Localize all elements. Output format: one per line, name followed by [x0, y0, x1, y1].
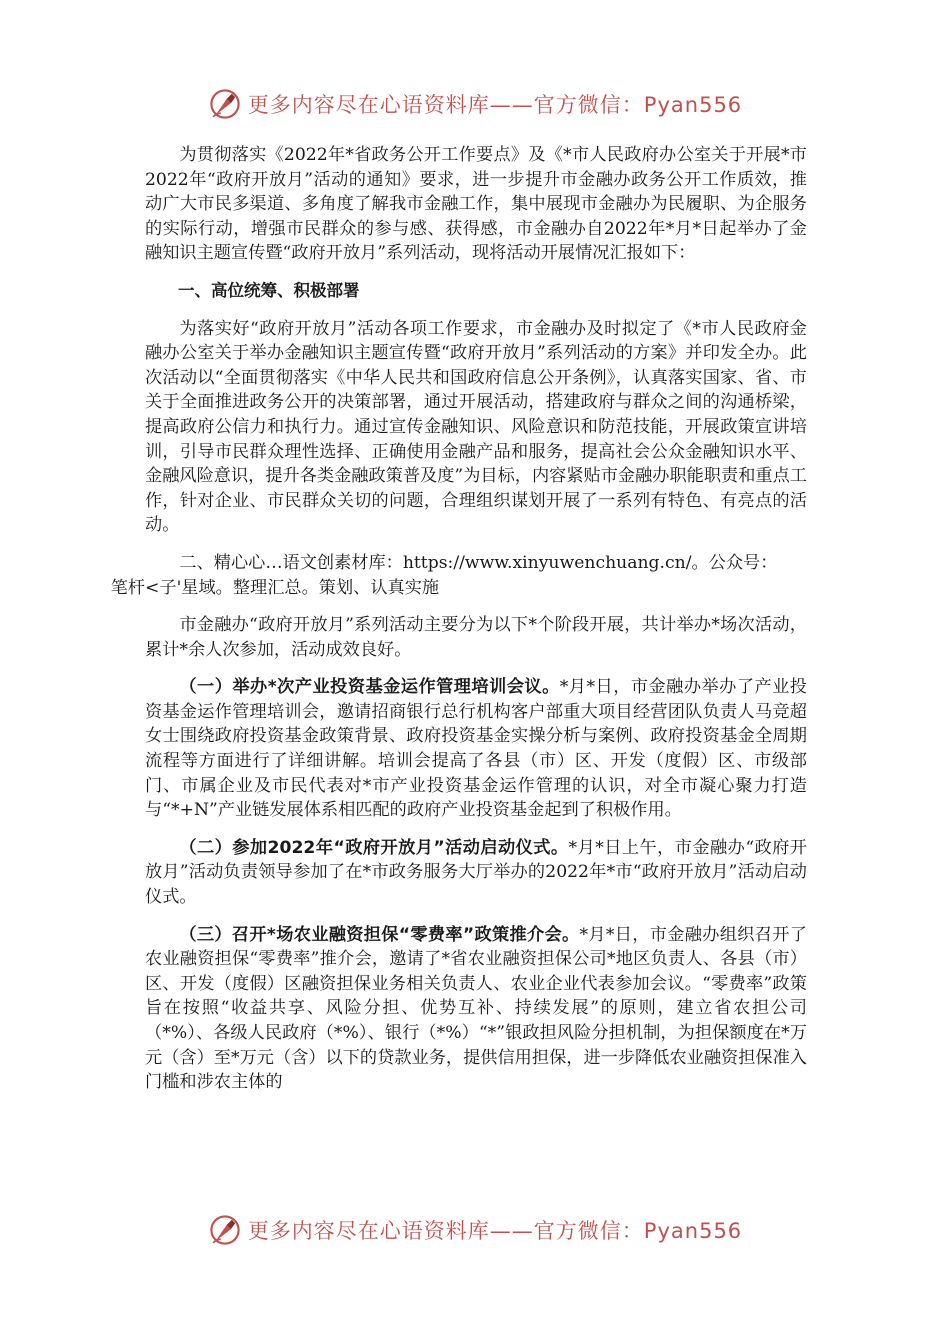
intro-paragraph: 为贯彻落实《2022年*省政务公开工作要点》及《*市人民政府办公室关于开展*市2022年“政府开放月”活动的通知》要求，进一步提升市金融办政务公开工作质效，推动广大市民多渠道、多角度了解我市金融工作，集中展现市金融办为民履职、为企服务的实际行动，增强市民群众的参与感、获得感，市金融办自2022年*月*日起举办了金融知识主题宣传暨“政府开放月”系列活动，现将活动开展情况汇报如下： [145, 145, 807, 264]
footer-watermark-banner [0, 1208, 950, 1252]
section-1-paragraph: 为落实好“政府开放月”活动各项工作要求，市金融办及时拟定了《*市人民政府金融办公室关于举办金融知识主题宣传暨“政府开放月”系列活动的方案》并印发全办。此次活动以“全面贯彻落实《中华人民共和国政府信息公开条例》，认真落实国家、省、市关于全面推进政务公开的决策部署，通过开展活动，搭建政府与群众之间的沟通桥梁，提高政府公信力和执行力。通过宣传金融知识、风险意识和防范技能，开展政策宣讲培训，引导市民群众理性选择、正确使用金融产品和服务，提高社会公众金融知识水平、金融风险意识，提升各类金融政策普及度”为目标，内容紧贴市金融办职能职责和重点工作，针对企业、市民群众关切的问题，合理组织谋划开展了一系列有特色、有亮点的活动。 [145, 318, 807, 536]
subsection-1-title: （一）举办*次产业投资基金运作管理培训会议。 [179, 677, 560, 698]
pen-nib-circle-icon [208, 87, 242, 121]
document-body [110, 143, 807, 1095]
subsection-3-body: *月*日，市金融办组织召开了农业融资担保“零费率”推介会，邀请了*省农业融资担保公司*地区负责人、各县（市）区、开发（度假）区融资担保业务相关负责人、农业企业代表参加会议。“零费率”政策旨在按照“收益共享、风险分担、优势互补、持续发展”的原则，建立省农担公司（*%）、各级人民政府（*%）、银行（*%）“*”银政担风险分担机制，为担保额度在*万元（含）至*万元（含）以下的贷款业务，提供信用担保，进一步降低农业融资担保准入门槛和涉农主体的 [145, 924, 807, 1093]
section-heading-1: 一、高位统筹、积极部署 [178, 280, 360, 300]
header-watermark-banner [0, 82, 950, 126]
banner-text: 更多内容尽在心语资料库——官方微信：Pyan556 [247, 1219, 743, 1243]
subsection-2-body: *月*日上午，市金融办“政府开放月”活动负责领导参加了在*市政务服务大厅举办的2022年*市“政府开放月”活动启动仪式。 [145, 837, 807, 908]
section-2-intro-paragraph: 市金融办“政府开放月”系列活动主要分为以下*个阶段开展，共计举办*场次活动，累计*余人次参加，活动成效良好。 [145, 615, 807, 660]
section-heading-2-line1: 二、精心心…语文创素材库：https://www.xinyuwenchuang.cn/。公众号： [179, 552, 778, 573]
subsection-2-title: （二）参加2022年“政府开放月”活动启动仪式。 [179, 837, 569, 858]
subsection-3-title: （三）召开*场农业融资担保“零费率”政策推介会。 [179, 924, 580, 945]
section-heading-2 [110, 551, 807, 600]
subsection-3-paragraph [145, 923, 807, 1095]
subsection-1-body: *月*日，市金融办举办了产业投资基金运作管理培训会，邀请招商银行总行机构客户部重大项目经营团队负责人马竞超女士围绕政府投资基金政策背景、政府投资基金实操分析与案例、政府投资基金全周期流程等方面进行了详细讲解。培训会提高了各县（市）区、开发（度假）区、市级部门、市属企业及市民代表对*市产业投资基金运作管理的认识，对全市凝心聚力打造与“*+N”产业链发展体系相匹配的政府产业投资基金起到了积极作用。 [145, 677, 807, 821]
pen-nib-circle-icon [208, 1213, 242, 1247]
subsection-1-paragraph [145, 675, 807, 823]
subsection-2-paragraph [145, 836, 807, 910]
section-heading-2-line2: 笔杆<子'星域。整理汇总。策划、认真实施 [110, 577, 440, 598]
banner-text: 更多内容尽在心语资料库——官方微信：Pyan556 [247, 93, 743, 117]
